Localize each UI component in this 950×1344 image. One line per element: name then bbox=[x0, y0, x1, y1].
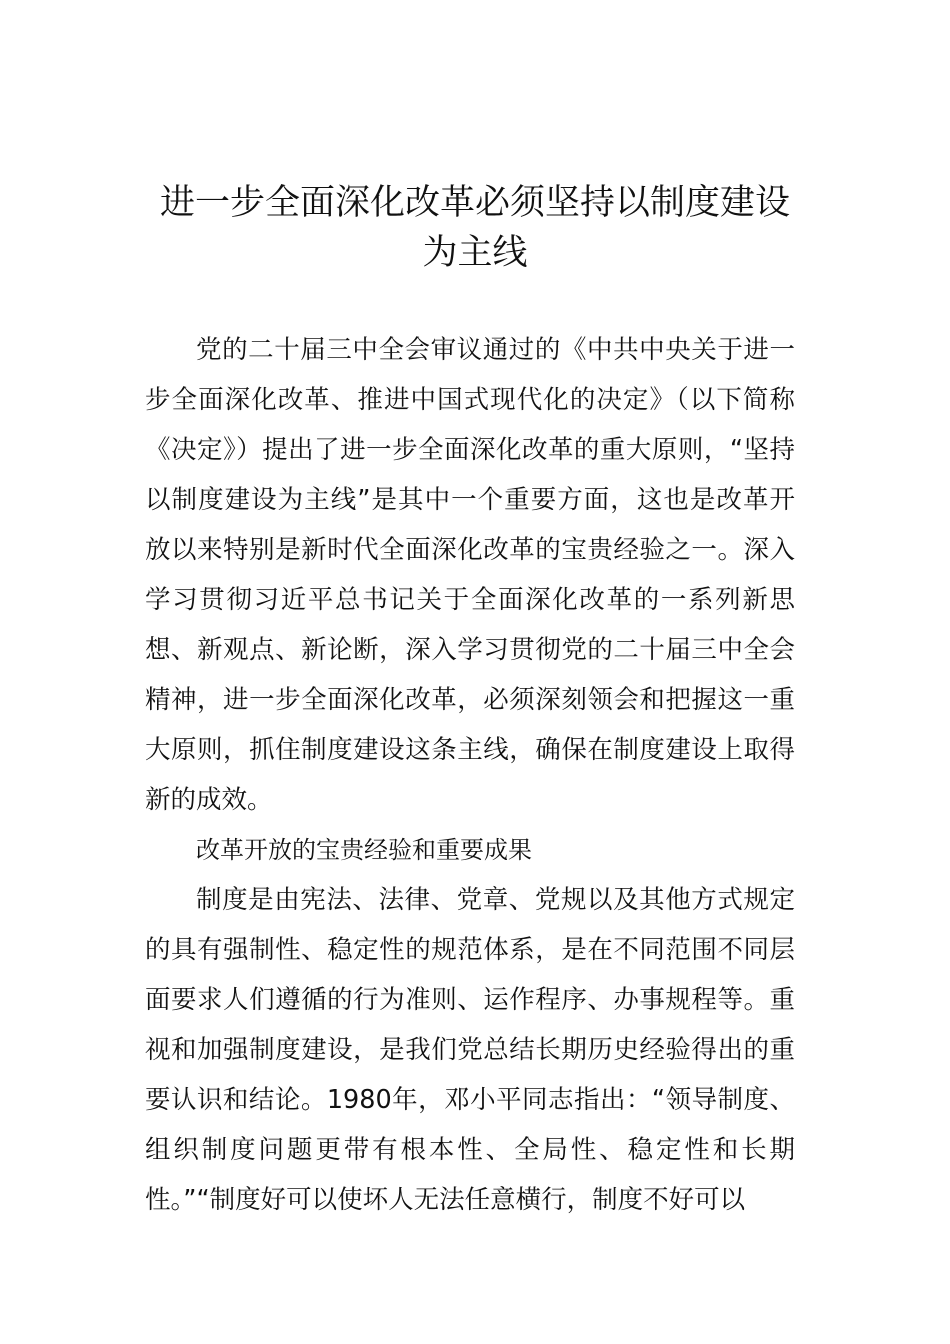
section-paragraph: 制度是由宪法、法律、党章、党规以及其他方式规定的具有强制性、稳定性的规范体系，是在不同范围不同层面要求人们遵循的行为准则、运作程序、办事规程等。重视和加强制度建设，是我们党总结长期历史经验得出的重要认识和结论。1980年，邓小平同志指出：“领导制度、组织制度问题更带有根本性、全局性、稳定性和长期性。”“制度好可以使坏人无法任意横行，制度不好可以 bbox=[145, 885, 795, 1215]
intro-paragraph: 党的二十届三中全会审议通过的《中共中央关于进一步全面深化改革、推进中国式现代化的决定》（以下简称《决定》）提出了进一步全面深化改革的重大原则，“坚持以制度建设为主线”是其中一个重要方面，这也是改革开放以来特别是新时代全面深化改革的宝贵经验之一。深入学习贯彻习近平总书记关于全面深化改革的一系列新思想、新观点、新论断，深入学习贯彻党的二十届三中全会精神，进一步全面深化改革，必须深刻领会和把握这一重大原则，抓住制度建设这条主线，确保在制度建设上取得新的成效。 bbox=[145, 335, 795, 815]
document-title: 进一步全面深化改革必须坚持以制度建设为主线 bbox=[159, 183, 790, 273]
section-heading: 改革开放的宝贵经验和重要成果 bbox=[196, 836, 532, 864]
document-body bbox=[145, 325, 795, 1225]
